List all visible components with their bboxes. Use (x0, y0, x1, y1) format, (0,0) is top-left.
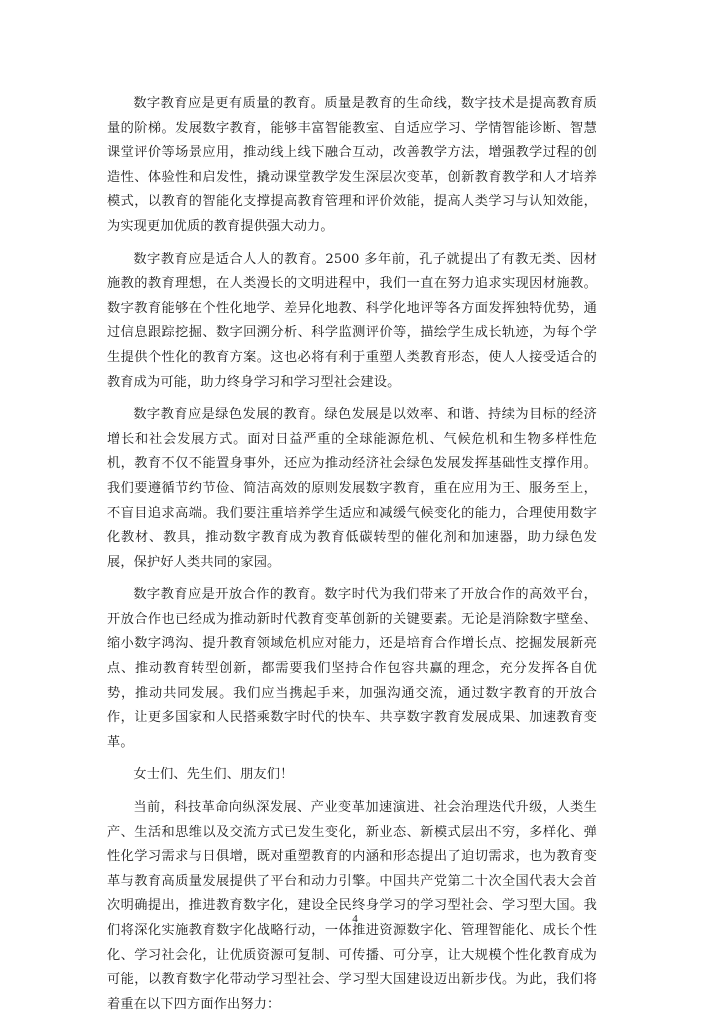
paragraph-open-cooperation: 数字教育应是开放合作的教育。数字时代为我们带来了开放合作的高效平台，开放合作也已经成为推动新时代教育变革创新的关键要素。无论是消除数字壁垒、缩小数字鸿沟、提升教育领域危机应对能力，还是培育合作增长点、挖掘发展新亮点、推动教育转型创新，都需要我们坚持合作包容共赢的理念，充分发挥各自优势，推动共同发展。我们应当携起手来，加强沟通交流，通过数字教育的开放合作，让更多国家和人民搭乘数字时代的快车、共享数字教育发展成果、加速教育变革。 (107, 587, 597, 750)
paragraph-quality-education: 数字教育应是更有质量的教育。质量是教育的生命线，数字技术是提高教育质量的阶梯。发展数字教育，能够丰富智能教室、自适应学习、学情智能诊断、智慧课堂评价等场景应用，推动线上线下融合互动，改善教学方法，增强教学过程的创造性、体验性和启发性，撬动课堂教学发生深层次变革，创新教育教学和人才培养模式，以教育的智能化支撑提高教育管理和评价效能，提高人类学习与认知效能，为实现更加优质的教育提供强大动力。 (107, 96, 597, 234)
paragraph-current-situation: 当前，科技革命向纵深发展、产业变革加速演进、社会治理迭代升级，人类生产、生活和思维以及交流方式已发生变化，新业态、新模式层出不穷，多样化、弹性化学习需求与日俱增，既对重塑教育的内涵和形态提出了迫切需求，也为教育变革与教育高质量发展提供了平台和动力引擎。中国共产党第二十次全国代表大会首次明确提出，推进教育数字化，建设全民终身学习的学习型社会、学习型大国。我们将深化实施教育数字化战略行动，一体推进资源数字化、管理智能化、成长个性化、学习社会化，让优质资源可复制、可传播、可分享，让大规模个性化教育成为可能，以教育数字化带动学习型社会、学习型大国建设迈出新步伐。为此，我们将着重在以下四方面作出努力： (107, 800, 597, 1012)
paragraph-salutation: 女士们、先生们、朋友们！ (133, 767, 294, 783)
paragraph-education-for-all: 数字教育应是适合人人的教育。2500 多年前，孔子就提出了有教无类、因材施教的教育理想，在人类漫长的文明进程中，我们一直在努力追求实现因材施教。数字教育能够在个性化地学、差异化地教、科学化地评等各方面发挥独特优势，通过信息跟踪挖掘、数字回溯分析、科学监测评价等，描绘学生成长轨迹，为每个学生提供个性化的教育方案。这也必将有利于重塑人类教育形态，使人人接受适合的教育成为可能，助力终身学习和学习型社会建设。 (107, 251, 597, 390)
page-number: 4 (352, 913, 358, 925)
paragraph-green-development: 数字教育应是绿色发展的教育。绿色发展是以效率、和谐、持续为目标的经济增长和社会发展方式。面对日益严重的全球能源危机、气候危机和生物多样性危机，教育不仅不能置身事外，还应为推动经济社会绿色发展发挥基础性支撑作用。我们要遵循节约节俭、简洁高效的原则发展数字教育，重在应用为王、服务至上，不盲目追求高端。我们要注重培养学生适应和减缓气候变化的能力，合理使用数字化教材、教具，推动数字教育成为教育低碳转型的催化剂和加速器，助力绿色发展，保护好人类共同的家园。 (107, 407, 597, 570)
document-body (107, 92, 597, 1025)
